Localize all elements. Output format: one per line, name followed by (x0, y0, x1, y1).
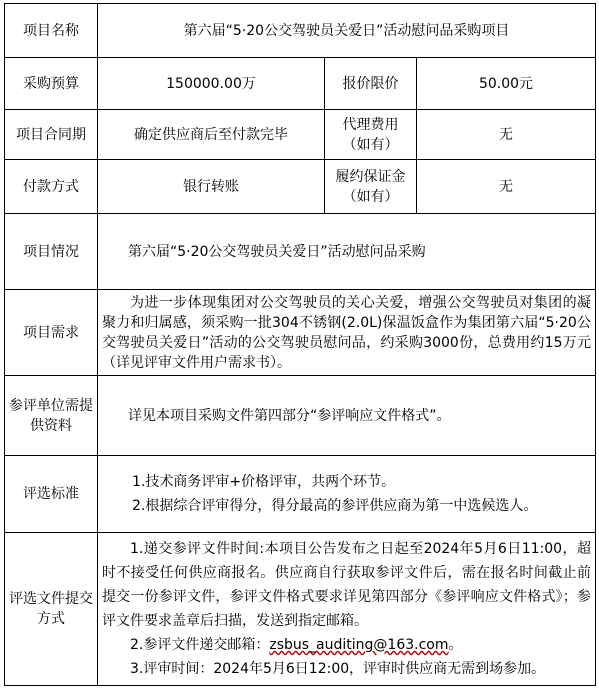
agency-fee-label: 代理费用（如有） (325, 110, 417, 160)
row-project-name (5, 4, 596, 58)
row-requirement (5, 290, 596, 376)
performance-bond-value: 无 (417, 160, 596, 214)
price-limit-label: 报价限价 (325, 58, 417, 110)
row-budget (5, 58, 596, 110)
criteria-label: 评选标准 (5, 456, 98, 533)
requirement-label: 项目需求 (5, 290, 98, 376)
row-contract-period (5, 110, 596, 160)
performance-bond-label: 履约保证金（如有） (325, 160, 417, 214)
submission-email-suffix: 。 (448, 637, 463, 653)
payment-value: 银行转账 (98, 160, 325, 214)
submission-email: zsbus_auditing@163.com (269, 637, 449, 653)
payment-label: 付款方式 (5, 160, 98, 214)
row-payment (5, 160, 596, 214)
requirement-value: 为进一步体现集团对公交驾驶员的关心关爱，增强公交驾驶员对集团的凝聚力和归属感，须采购一批304不锈钢(2.0L)保温饭盒作为集团第六届“5·20公交驾驶员关爱日”活动的公交驾驶员慰问品，约采购3000份，总费用约15万元（详见评审文件用户需求书）。 (98, 290, 596, 376)
submission-item-2 (102, 633, 591, 657)
project-name-value: 第六届“5·20公交驾驶员关爱日”活动慰问品采购项目 (98, 4, 596, 58)
submission-item-1: 1.递交参评文件时间:本项目公告发布之日起至2024年5月6日11:00，超时不接受任何供应商报名。供应商自行获取参评文件后，需在报名时间截止前提交一份参评文件，参评文件格式要求详见第四部分《参评响应文件格式》；参评文件要求盖章后扫描，发送到指定邮箱。 (102, 541, 591, 629)
row-submission (5, 533, 596, 686)
agency-fee-value: 无 (417, 110, 596, 160)
row-criteria (5, 456, 596, 533)
budget-value: 150000.00万 (98, 58, 325, 110)
submission-item-3: 3.评审时间：2024年5月6日12:00，评审时供应商无需到场参加。 (130, 661, 546, 677)
price-limit-value: 50.00元 (417, 58, 596, 110)
criteria-value (98, 456, 596, 533)
submission-value (98, 533, 596, 686)
project-name-label: 项目名称 (5, 4, 98, 58)
contract-period-value: 确定供应商后至付款完毕 (98, 110, 325, 160)
project-info-label: 项目情况 (5, 214, 98, 290)
contract-period-label: 项目合同期 (5, 110, 98, 160)
procurement-info-table (4, 3, 596, 686)
materials-label: 参评单位需提供资料 (5, 376, 98, 456)
submission-email-prefix: 2.参评文件递交邮箱： (130, 637, 270, 653)
materials-value: 详见本项目采购文件第四部分“参评响应文件格式”。 (98, 376, 596, 456)
budget-label: 采购预算 (5, 58, 98, 110)
criteria-item-1: 1.技术商务评审+价格评审，共两个环节。 (132, 474, 396, 490)
project-info-value: 第六届“5·20公交驾驶员关爱日”活动慰问品采购 (98, 214, 596, 290)
row-materials (5, 376, 596, 456)
row-project-info (5, 214, 596, 290)
submission-label: 评选文件提交方式 (5, 533, 98, 686)
criteria-item-2: 2.根据综合评审得分，得分最高的参评供应商为第一中选候选人。 (132, 498, 538, 514)
